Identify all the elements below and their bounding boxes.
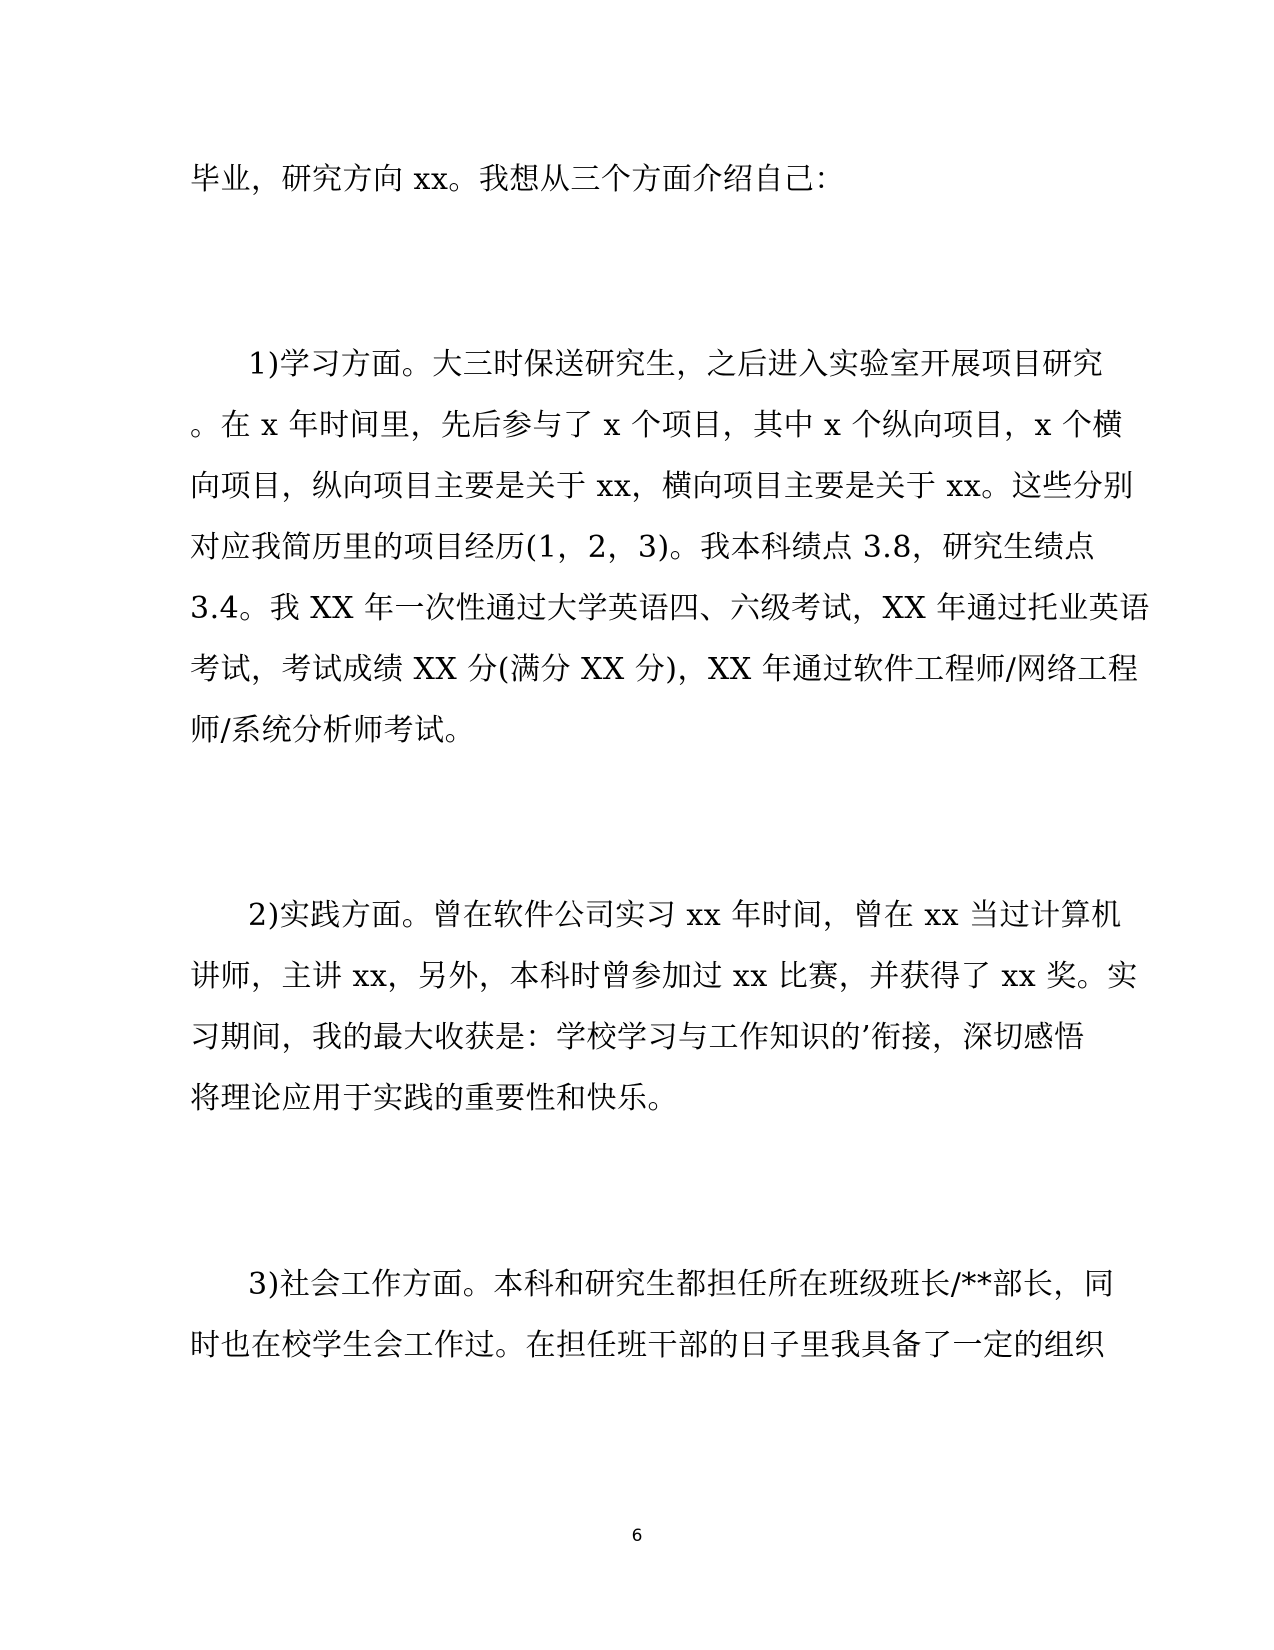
study-paragraph-line: 考试，考试成绩 XX 分(满分 XX 分)，XX 年通过软件工程师/网络工程 bbox=[190, 652, 1139, 687]
study-paragraph-line: 1)学习方面。大三时保送研究生，之后进入实验室开展项目研究 bbox=[248, 347, 1104, 382]
practice-paragraph-line: 将理论应用于实践的重要性和快乐。 bbox=[190, 1081, 678, 1116]
social-paragraph-line: 时也在校学生会工作过。在担任班干部的日子里我具备了一定的组织 bbox=[190, 1328, 1105, 1363]
practice-paragraph-line: 2)实践方面。曾在软件公司实习 xx 年时间，曾在 xx 当过计算机 bbox=[248, 898, 1122, 933]
page-number: 6 bbox=[631, 1526, 643, 1546]
study-paragraph-line: 3.4。我 XX 年一次性通过大学英语四、六级考试，XX 年通过托业英语 bbox=[190, 591, 1150, 626]
study-paragraph-line: 对应我简历里的项目经历(1，2，3)。我本科绩点 3.8，研究生绩点 bbox=[190, 530, 1095, 565]
study-paragraph-line: 。在 x 年时间里，先后参与了 x 个项目，其中 x 个纵向项目，x 个横 bbox=[190, 408, 1123, 443]
practice-paragraph-line: 习期间，我的最大收获是：学校学习与工作知识的’衔接，深切感悟 bbox=[190, 1020, 1085, 1055]
study-paragraph-line: 向项目，纵向项目主要是关于 xx，横向项目主要是关于 xx。这些分别 bbox=[190, 469, 1134, 504]
social-paragraph-line: 3)社会工作方面。本科和研究生都担任所在班级班长/**部长，同 bbox=[248, 1267, 1115, 1302]
practice-paragraph-line: 讲师，主讲 xx，另外，本科时曾参加过 xx 比赛，并获得了 xx 奖。实 bbox=[190, 959, 1138, 994]
study-paragraph-line: 师/系统分析师考试。 bbox=[190, 713, 476, 748]
intro-line: 毕业，研究方向 xx。我想从三个方面介绍自己： bbox=[190, 162, 845, 197]
